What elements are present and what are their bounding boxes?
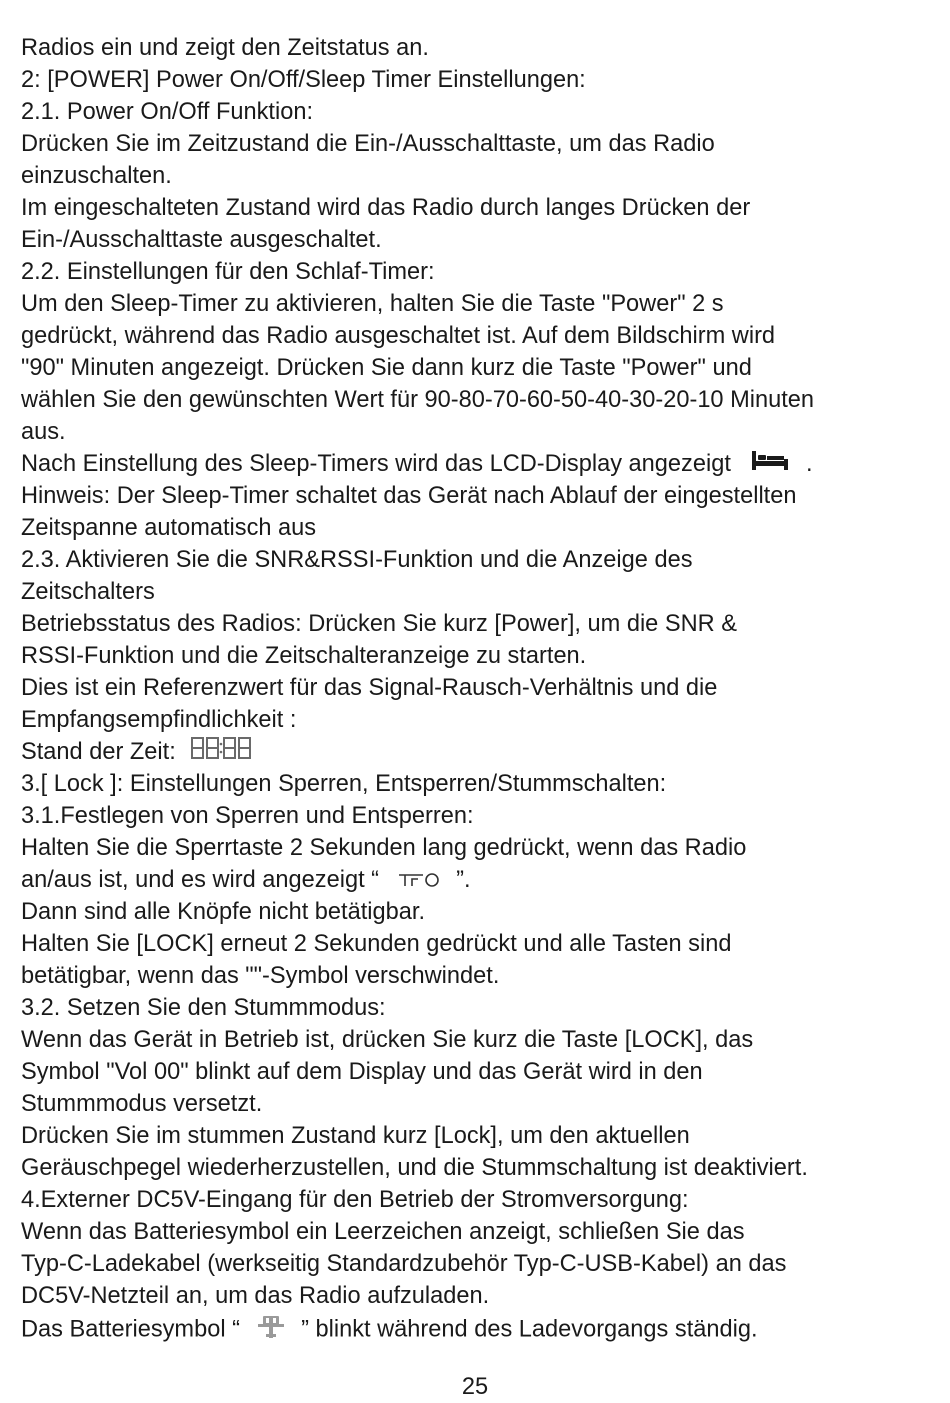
battery-charging-line [21,1312,926,1344]
text-line: 3.2. Setzen Sie den Stummmodus: [21,995,386,1021]
text-line: Betriebsstatus des Radios: Drücken Sie kurz [Power], um die SNR & [21,611,737,637]
sleep-line-text: Nach Einstellung des Sleep-Timers wird das LCD-Display angezeigt [21,451,731,477]
lock-line-text: an/aus ist, und es wird angezeigt “ [21,867,380,893]
text-line: Zeitspanne automatisch aus [21,515,317,541]
text-line: "90" Minuten angezeigt. Drücken Sie dann kurz die Taste "Power" und [21,355,752,381]
segment-display-icon [190,736,254,769]
lock-symbol-icon [398,865,440,897]
text-line: Halten Sie die Sperrtaste 2 Sekunden lang gedrückt, wenn das Radio [21,835,747,861]
text-line: gedrückt, während das Radio ausgeschaltet ist. Auf dem Bildschirm wird [21,323,776,349]
text-line: Im eingeschalteten Zustand wird das Radio durch langes Drücken der [21,195,751,221]
paragraph-block-c [21,768,926,864]
text-line: Wenn das Gerät in Betrieb ist, drücken Sie kurz die Taste [LOCK], das [21,1027,754,1053]
text-line: Geräuschpegel wiederherzustellen, und die Stummschaltung ist deaktiviert. [21,1155,808,1181]
text-line: Dann sind alle Knöpfe nicht betätigbar. [21,899,425,925]
text-line: 2.3. Aktivieren Sie die SNR&RSSI-Funktion und die Anzeige des [21,547,693,573]
text-line: RSSI-Funktion und die Zeitschalteranzeige zu starten. [21,643,587,669]
text-line: 3.1.Festlegen von Sperren und Entsperren: [21,803,474,829]
text-line: Um den Sleep-Timer zu aktivieren, halten Sie die Taste "Power" 2 s [21,291,724,317]
battery-line-end: ” blinkt während des Ladevorgangs ständig. [301,1316,758,1343]
text-line: Empfangsempfindlichkeit : [21,707,297,733]
lock-display-line [21,864,926,896]
text-line: DC5V-Netzteil an, um das Radio aufzuladen. [21,1283,490,1309]
text-line: Hinweis: Der Sleep-Timer schaltet das Gerät nach Ablauf der eingestellten [21,483,797,509]
page-number: 25 [461,1374,489,1400]
text-line: Dies ist ein Referenzwert für das Signal-Rausch-Verhältnis und die [21,675,718,701]
text-line: Radios ein und zeigt den Zeitstatus an. [21,35,429,61]
text-line: Wenn das Batteriesymbol ein Leerzeichen anzeigt, schließen Sie das [21,1219,745,1245]
document-body [21,32,926,1344]
sleep-timer-line [21,448,926,480]
text-line: Ein-/Ausschalttaste ausgeschaltet. [21,227,382,253]
text-line: Halten Sie [LOCK] erneut 2 Sekunden gedrückt und alle Tasten sind [21,931,732,957]
text-line: betätigbar, wenn das ""-Symbol verschwindet. [21,963,500,989]
text-line: Typ-C-Ladekabel (werkseitig Standardzubehör Typ-C-USB-Kabel) an das [21,1251,787,1277]
paragraph-block-b [21,480,926,736]
text-line: Drücken Sie im Zeitzustand die Ein-/Ausschalttaste, um das Radio [21,131,715,157]
bed-icon [751,448,789,481]
time-status-line [21,736,926,768]
text-line: Symbol "Vol 00" blinkt auf dem Display und das Gerät wird in den [21,1059,703,1085]
text-line: Zeitschalters [21,579,155,605]
text-line: Drücken Sie im stummen Zustand kurz [Lock], um den aktuellen [21,1123,690,1149]
text-line: 2: [POWER] Power On/Off/Sleep Timer Einstellungen: [21,67,586,93]
text-line: 2.2. Einstellungen für den Schlaf-Timer: [21,259,435,285]
text-line: 3.[ Lock ]: Einstellungen Sperren, Entsperren/Stummschalten: [21,771,667,797]
text-line: einzuschalten. [21,163,172,189]
sleep-line-end: . [806,451,813,477]
text-line: aus. [21,419,66,445]
lock-line-end: ”. [456,867,471,893]
text-line: 2.1. Power On/Off Funktion: [21,99,314,125]
text-line: wählen Sie den gewünschten Wert für 90-80-70-60-50-40-30-20-10 Minuten [21,387,815,413]
paragraph-block-d [21,896,926,1312]
battery-line-text: Das Batteriesymbol “ [21,1316,240,1343]
text-line: 4.Externer DC5V-Eingang für den Betrieb der Stromversorgung: [21,1187,689,1213]
time-line-text: Stand der Zeit: [21,739,176,765]
paragraph-block-a [21,32,926,448]
text-line: Stummmodus versetzt. [21,1091,263,1117]
battery-charging-icon [257,1312,285,1349]
